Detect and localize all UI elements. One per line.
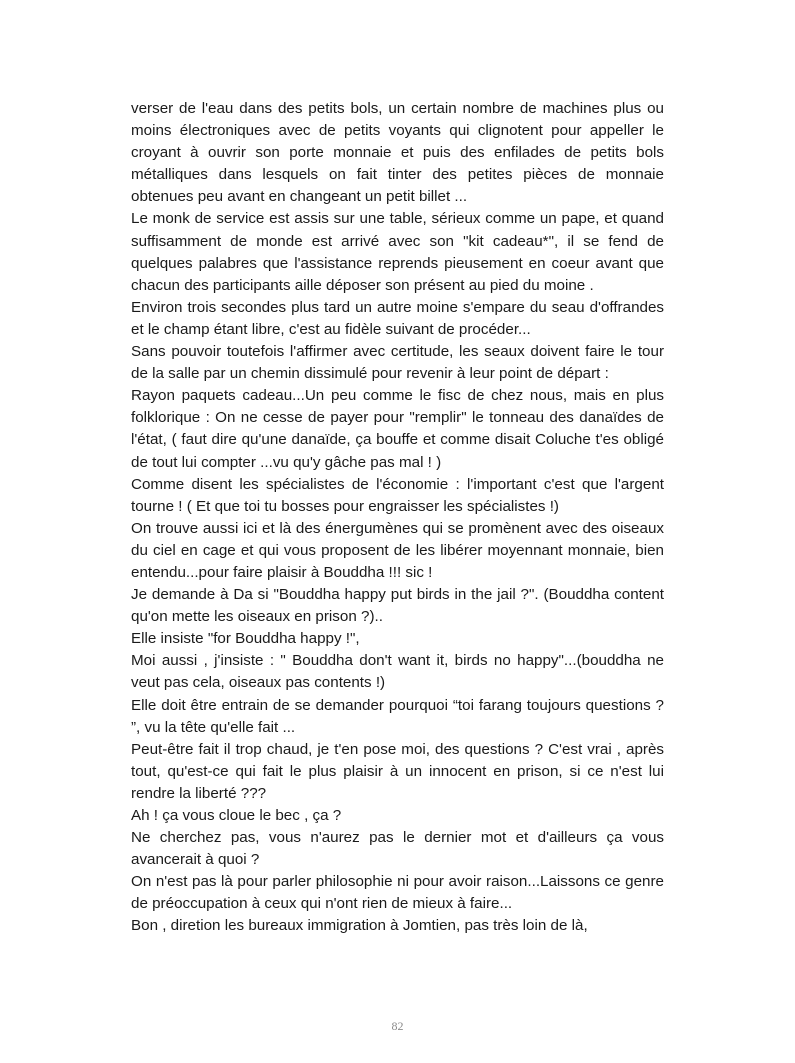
page-number: 82 <box>391 1019 404 1033</box>
paragraph: Peut-être fait il trop chaud, je t'en pose moi, des questions ? C'est vrai , après tout, qu'est-ce qui fait le plus plaisir à un innocent en prison, si ce n'est lui rendre la liberté ??? <box>131 740 664 802</box>
paragraph: Ne cherchez pas, vous n'aurez pas le dernier mot et d'ailleurs ça vous avancerait à quoi ? <box>131 829 664 869</box>
paragraph: Elle doit être entrain de se demander pourquoi “toi farang toujours questions ? ”, vu la tête qu'elle fait ... <box>131 696 664 736</box>
paragraph: verser de l'eau dans des petits bols, un certain nombre de machines plus ou moins électroniques avec de petits voyants qui clignotent pour appeller le croyant à ouvrir son porte monnaie et puis des enfilades de petits bols métalliques dans lesquels on fait tinter des petites pièces de monnaie obtenues peu avant en changeant un petit billet ... <box>131 100 664 206</box>
paragraph: Le monk de service est assis sur une table, sérieux comme un pape, et quand suffisamment de monde est arrivé avec son "kit cadeau*", il se fend de quelques palabres que l'assistance reprends pieusement en coeur avant que chacun des participants aille déposer son présent au pied du moine . <box>131 210 664 294</box>
paragraph: Moi aussi , j'insiste : " Bouddha don't want it, birds no happy"...(bouddha ne veut pas cela, oiseaux pas contents !) <box>131 652 664 692</box>
paragraph: On n'est pas là pour parler philosophie ni pour avoir raison...Laissons ce genre de préoccupation à ceux qui n'ont rien de mieux à faire... <box>131 873 664 913</box>
paragraph: On trouve aussi ici et là des énergumènes qui se promènent avec des oiseaux du ciel en cage et qui vous proposent de les libérer moyennant monnaie, bien entendu...pour faire plaisir à Bouddha !!! sic ! <box>131 519 664 581</box>
paragraph: Je demande à Da si "Bouddha happy put birds in the jail ?". (Bouddha content qu'on mette les oiseaux en prison ?).. <box>131 586 664 626</box>
paragraph: Sans pouvoir toutefois l'affirmer avec certitude, les seaux doivent faire le tour de la salle par un chemin dissimulé pour revenir à leur point de départ : <box>131 343 664 383</box>
paragraph: Ah ! ça vous cloue le bec , ça ? <box>131 807 342 824</box>
paragraph: Elle insiste "for Bouddha happy !", <box>131 630 360 648</box>
paragraph: Bon , diretion les bureaux immigration à Jomtien, pas très loin de là, <box>131 917 588 935</box>
body-text <box>131 98 664 938</box>
paragraph: Environ trois secondes plus tard un autre moine s'empare du seau d'offrandes et le champ étant libre, c'est au fidèle suivant de procéder... <box>131 298 664 338</box>
paragraph: Comme disent les spécialistes de l'économie : l'important c'est que l'argent tourne ! ( Et que toi tu bosses pour engraisser les spécialistes !) <box>131 475 664 515</box>
paragraph: Rayon paquets cadeau...Un peu comme le fisc de chez nous, mais en plus folklorique : On ne cesse de payer pour "remplir" le tonneau des danaïdes de l'état, ( faut dire qu'une danaïde, ça bouffe et comme disait Coluche t'es obligé de tout lui compter ...vu qu'y gâche pas mal ! ) <box>131 387 664 471</box>
